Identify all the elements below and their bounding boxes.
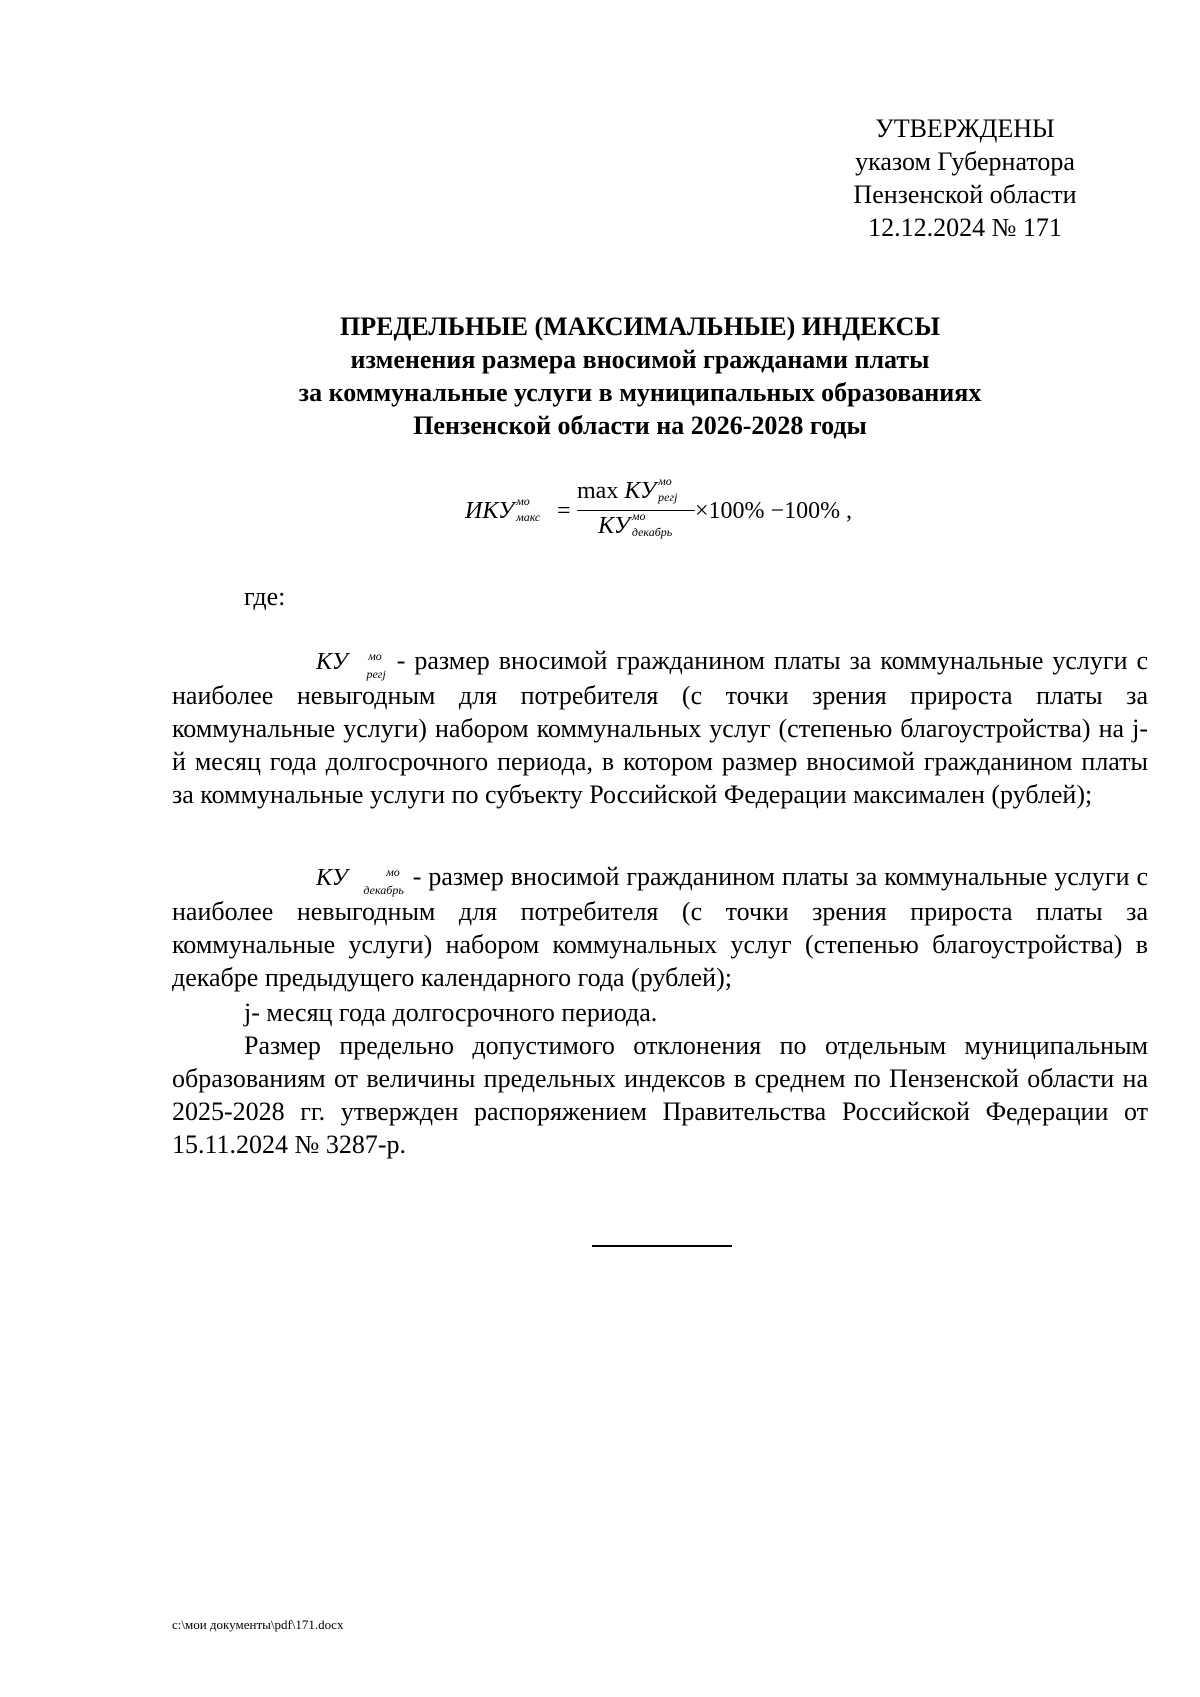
- title-line-3: за коммунальные услуги в муниципальных образованиях: [298, 378, 982, 407]
- index-formula: [465, 474, 905, 548]
- definition-ku-december: [172, 860, 1148, 994]
- ku-regj-letters: КУ: [316, 649, 348, 675]
- ku-regj-text: - размер вносимой гражданином платы за коммунальные услуги с наиболее невыгодным для потребителя (с точки зрения прироста платы за коммунальные услуги) набором коммунальных услуг (степенью благоустройства) на j-й месяц года долгосрочного периода, в котором размер вносимой гражданином платы за коммунальные услуги по субъекту Российской Федерации максимален (рублей);: [172, 646, 1148, 809]
- ku-dec-letters: КУ: [316, 865, 348, 891]
- approval-line-2: указом Губернатора: [855, 147, 1075, 176]
- ku-regj-sub: регj: [366, 667, 386, 681]
- ku-dec-text: - размер вносимой гражданином платы за коммунальные услуги с наиболее невыгодным для потребителя (с точки зрения прироста платы за коммунальные услуги) набором коммунальных услуг (степенью благоустройства) в декабре предыдущего календарного года (рублей);: [172, 862, 1148, 992]
- formula-num-prefix: max: [577, 478, 619, 504]
- formula-den-sub: декабрь: [631, 525, 673, 539]
- approval-stamp: [800, 112, 1130, 244]
- document-title: [170, 310, 1110, 442]
- ku-regj-sup: мо: [368, 649, 382, 663]
- ku-regj-symbol: [244, 646, 388, 679]
- ku-dec-sup: мо: [386, 865, 400, 879]
- formula-lhs: [465, 494, 544, 528]
- formula-fraction: [577, 474, 695, 545]
- title-line-2: изменения размера вносимой гражданами платы: [350, 345, 930, 374]
- formula-num-symbol: КУ: [624, 478, 657, 504]
- formula-lhs-sup: мо: [516, 494, 530, 508]
- approval-line-3: Пензенской области: [853, 180, 1077, 209]
- definition-j: j- месяц года долгосрочного периода.: [244, 998, 658, 1027]
- file-path-footer: c:\мои документы\pdf\171.docx: [172, 1617, 344, 1632]
- approval-line-4: 12.12.2024 № 171: [868, 213, 1062, 242]
- formula-lhs-sub: макс: [516, 510, 541, 524]
- formula-num-sup: мо: [658, 474, 672, 488]
- definition-ku-regj: [172, 644, 1148, 811]
- formula-lhs-symbol: ИКУ: [465, 498, 515, 524]
- where-label: где:: [244, 582, 286, 611]
- approval-line-1: УТВЕРЖДЕНЫ: [875, 114, 1055, 143]
- formula-den-sup: мо: [631, 509, 646, 523]
- formula-rest: ×100% −100% ,: [695, 498, 853, 524]
- ku-dec-sub: декабрь: [363, 883, 404, 897]
- ku-dec-symbol: [244, 862, 406, 895]
- title-line-1: ПРЕДЕЛЬНЫЕ (МАКСИМАЛЬНЫЕ) ИНДЕКСЫ: [340, 312, 940, 341]
- formula-num-sub: регj: [658, 490, 678, 504]
- formula-denominator: [577, 511, 695, 545]
- end-divider: [592, 1245, 732, 1247]
- formula-numerator: [577, 474, 695, 510]
- deviation-paragraph: Размер предельно допустимого отклонения по отдельным муниципальным образованиям от величины предельных индексов в среднем по Пензенской области на 2025-2028 гг. утвержден распоряжением Правительства Российской Федерации от 15.11.2024 № 3287-р.: [172, 1031, 1148, 1159]
- formula-den-symbol: КУ: [598, 513, 630, 539]
- formula-equals: =: [557, 498, 571, 524]
- title-line-4: Пензенской области на 2026-2028 годы: [413, 411, 867, 440]
